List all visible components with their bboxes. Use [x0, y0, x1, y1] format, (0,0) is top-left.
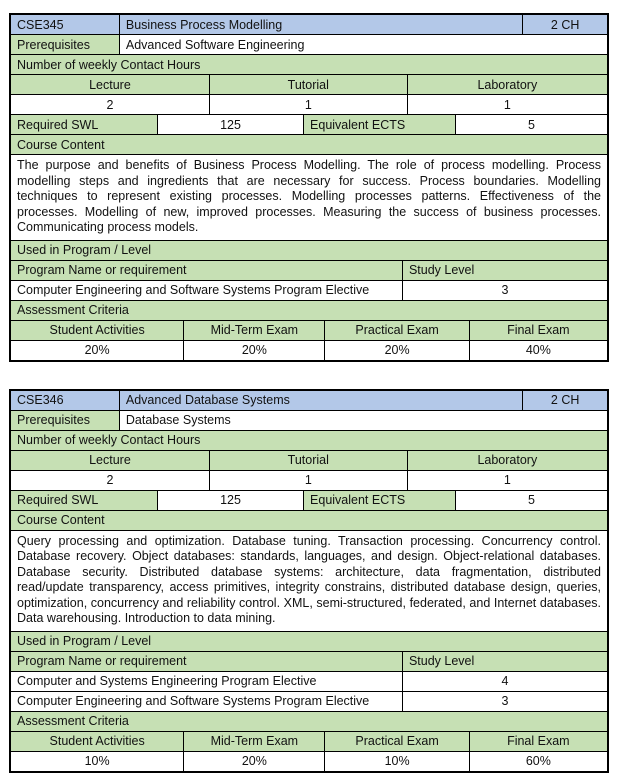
course-content-header-row — [11, 510, 607, 530]
course-title-cell: Advanced Database Systems — [119, 391, 522, 410]
course-header-row — [11, 391, 607, 410]
equivalent-ects-label: Equivalent ECTS — [303, 115, 455, 134]
course-content-text: Query processing and optimization. Database tuning. Transaction processing. Concurrency control. Database recovery. Object databases: standards, languages, and design. Object-relational databases. Database security. Distributed database systems: architecture, data fragmentation, distributed read/update transparency, access primitives, integrity constrains, distributed database design, queries, optimization, concurrency and reliability control. XML, semi-structured, federated, and Internet databases. Data warehousing. Introduction to data mining. — [17, 533, 601, 625]
practical-exam-value: 10% — [324, 752, 468, 771]
study-level-label: Study Level — [402, 652, 607, 671]
prerequisites-value: Database Systems — [119, 411, 607, 430]
midterm-exam-label: Mid-Term Exam — [183, 732, 324, 751]
program-name-label: Program Name or requirement — [11, 652, 402, 671]
tutorial-label: Tutorial — [209, 451, 407, 470]
assessment-columns-row — [11, 320, 607, 340]
required-swl-label: Required SWL — [11, 491, 157, 510]
contact-hours-header-row — [11, 430, 607, 450]
swl-row — [11, 490, 607, 510]
final-exam-label: Final Exam — [469, 321, 607, 340]
lecture-label: Lecture — [11, 75, 209, 94]
assessment-label: Assessment Criteria — [11, 301, 607, 320]
course-content-text: The purpose and benefits of Business Process Modelling. The role of process modelling. Process modelling steps and ingredients that are necessary for success. Process boundaries. Modelling techniques to represent existing processes. Modelling processes patterns. Effectiveness of the processes. Modelling of new, improved processes. Measuring the success of business processes. Communicating process models. — [17, 158, 601, 234]
study-level-label: Study Level — [402, 261, 607, 280]
contact-hours-values-row — [11, 94, 607, 114]
contact-hours-values-row — [11, 470, 607, 490]
equivalent-ects-value: 5 — [455, 115, 607, 134]
practical-exam-label: Practical Exam — [324, 732, 468, 751]
prerequisites-label: Prerequisites — [11, 35, 119, 54]
contact-hours-columns-row — [11, 74, 607, 94]
tutorial-value: 1 — [209, 95, 407, 114]
required-swl-value: 125 — [157, 115, 303, 134]
assessment-header-row — [11, 300, 607, 320]
assessment-label: Assessment Criteria — [11, 712, 607, 731]
study-level-value: 4 — [402, 672, 607, 691]
course-content-label: Course Content — [11, 511, 607, 530]
course-content-row — [11, 154, 607, 240]
prerequisites-row — [11, 34, 607, 54]
laboratory-value: 1 — [407, 95, 607, 114]
student-activities-label: Student Activities — [11, 321, 183, 340]
lecture-value: 2 — [106, 473, 114, 487]
equivalent-ects-value: 5 — [455, 491, 607, 510]
swl-row — [11, 114, 607, 134]
laboratory-label: Laboratory — [407, 451, 607, 470]
program-name-value: Computer and Systems Engineering Program Elective — [17, 674, 317, 688]
program-row — [11, 671, 607, 691]
contact-hours-label: Number of weekly Contact Hours — [11, 55, 607, 74]
study-level-value: 3 — [402, 692, 607, 711]
assessment-header-row — [11, 711, 607, 731]
used-in-label: Used in Program / Level — [11, 632, 607, 651]
prerequisites-label: Prerequisites — [11, 411, 119, 430]
lecture-value: 2 — [106, 97, 114, 112]
assessment-values-row — [11, 340, 607, 360]
final-exam-value: 60% — [469, 752, 607, 771]
program-header-row — [11, 651, 607, 671]
midterm-exam-value: 20% — [183, 752, 324, 771]
final-exam-label: Final Exam — [469, 732, 607, 751]
course-header-row — [11, 15, 607, 34]
contact-hours-label: Number of weekly Contact Hours — [11, 431, 607, 450]
required-swl-value: 125 — [157, 491, 303, 510]
laboratory-label: Laboratory — [407, 75, 607, 94]
contact-hours-columns-row — [11, 450, 607, 470]
program-header-row — [11, 260, 607, 280]
course-table-cse346 — [9, 389, 609, 773]
midterm-exam-label: Mid-Term Exam — [183, 321, 324, 340]
used-in-row — [11, 240, 607, 260]
final-exam-value: 40% — [469, 341, 607, 360]
program-row — [11, 691, 607, 711]
credit-hours-cell: 2 CH — [522, 391, 607, 410]
prerequisites-value: Advanced Software Engineering — [119, 35, 607, 54]
lecture-label: Lecture — [11, 451, 209, 470]
practical-exam-label: Practical Exam — [324, 321, 468, 340]
program-name-value: Computer Engineering and Software Systems Program Elective — [17, 283, 370, 297]
study-level-value: 3 — [402, 281, 607, 300]
tutorial-label: Tutorial — [209, 75, 407, 94]
midterm-exam-value: 20% — [183, 341, 324, 360]
course-content-header-row — [11, 134, 607, 154]
laboratory-value: 1 — [407, 471, 607, 490]
required-swl-label: Required SWL — [11, 115, 157, 134]
tutorial-value: 1 — [209, 471, 407, 490]
course-content-label: Course Content — [11, 135, 607, 154]
assessment-columns-row — [11, 731, 607, 751]
program-row — [11, 280, 607, 300]
program-name-value: Computer Engineering and Software Systems Program Elective — [17, 694, 370, 708]
contact-hours-header-row — [11, 54, 607, 74]
course-code-cell: CSE346 — [11, 391, 119, 410]
course-code-cell: CSE345 — [11, 15, 119, 34]
equivalent-ects-label: Equivalent ECTS — [303, 491, 455, 510]
credit-hours-cell: 2 CH — [522, 15, 607, 34]
course-title-cell: Business Process Modelling — [119, 15, 522, 34]
program-name-label: Program Name or requirement — [11, 261, 402, 280]
course-table-cse345 — [9, 13, 609, 362]
student-activities-label: Student Activities — [11, 732, 183, 751]
used-in-label: Used in Program / Level — [11, 241, 607, 260]
practical-exam-value: 20% — [324, 341, 468, 360]
student-activities-value: 20% — [84, 343, 110, 357]
student-activities-value: 10% — [84, 754, 110, 768]
prerequisites-row — [11, 410, 607, 430]
used-in-row — [11, 631, 607, 651]
course-content-row — [11, 530, 607, 631]
